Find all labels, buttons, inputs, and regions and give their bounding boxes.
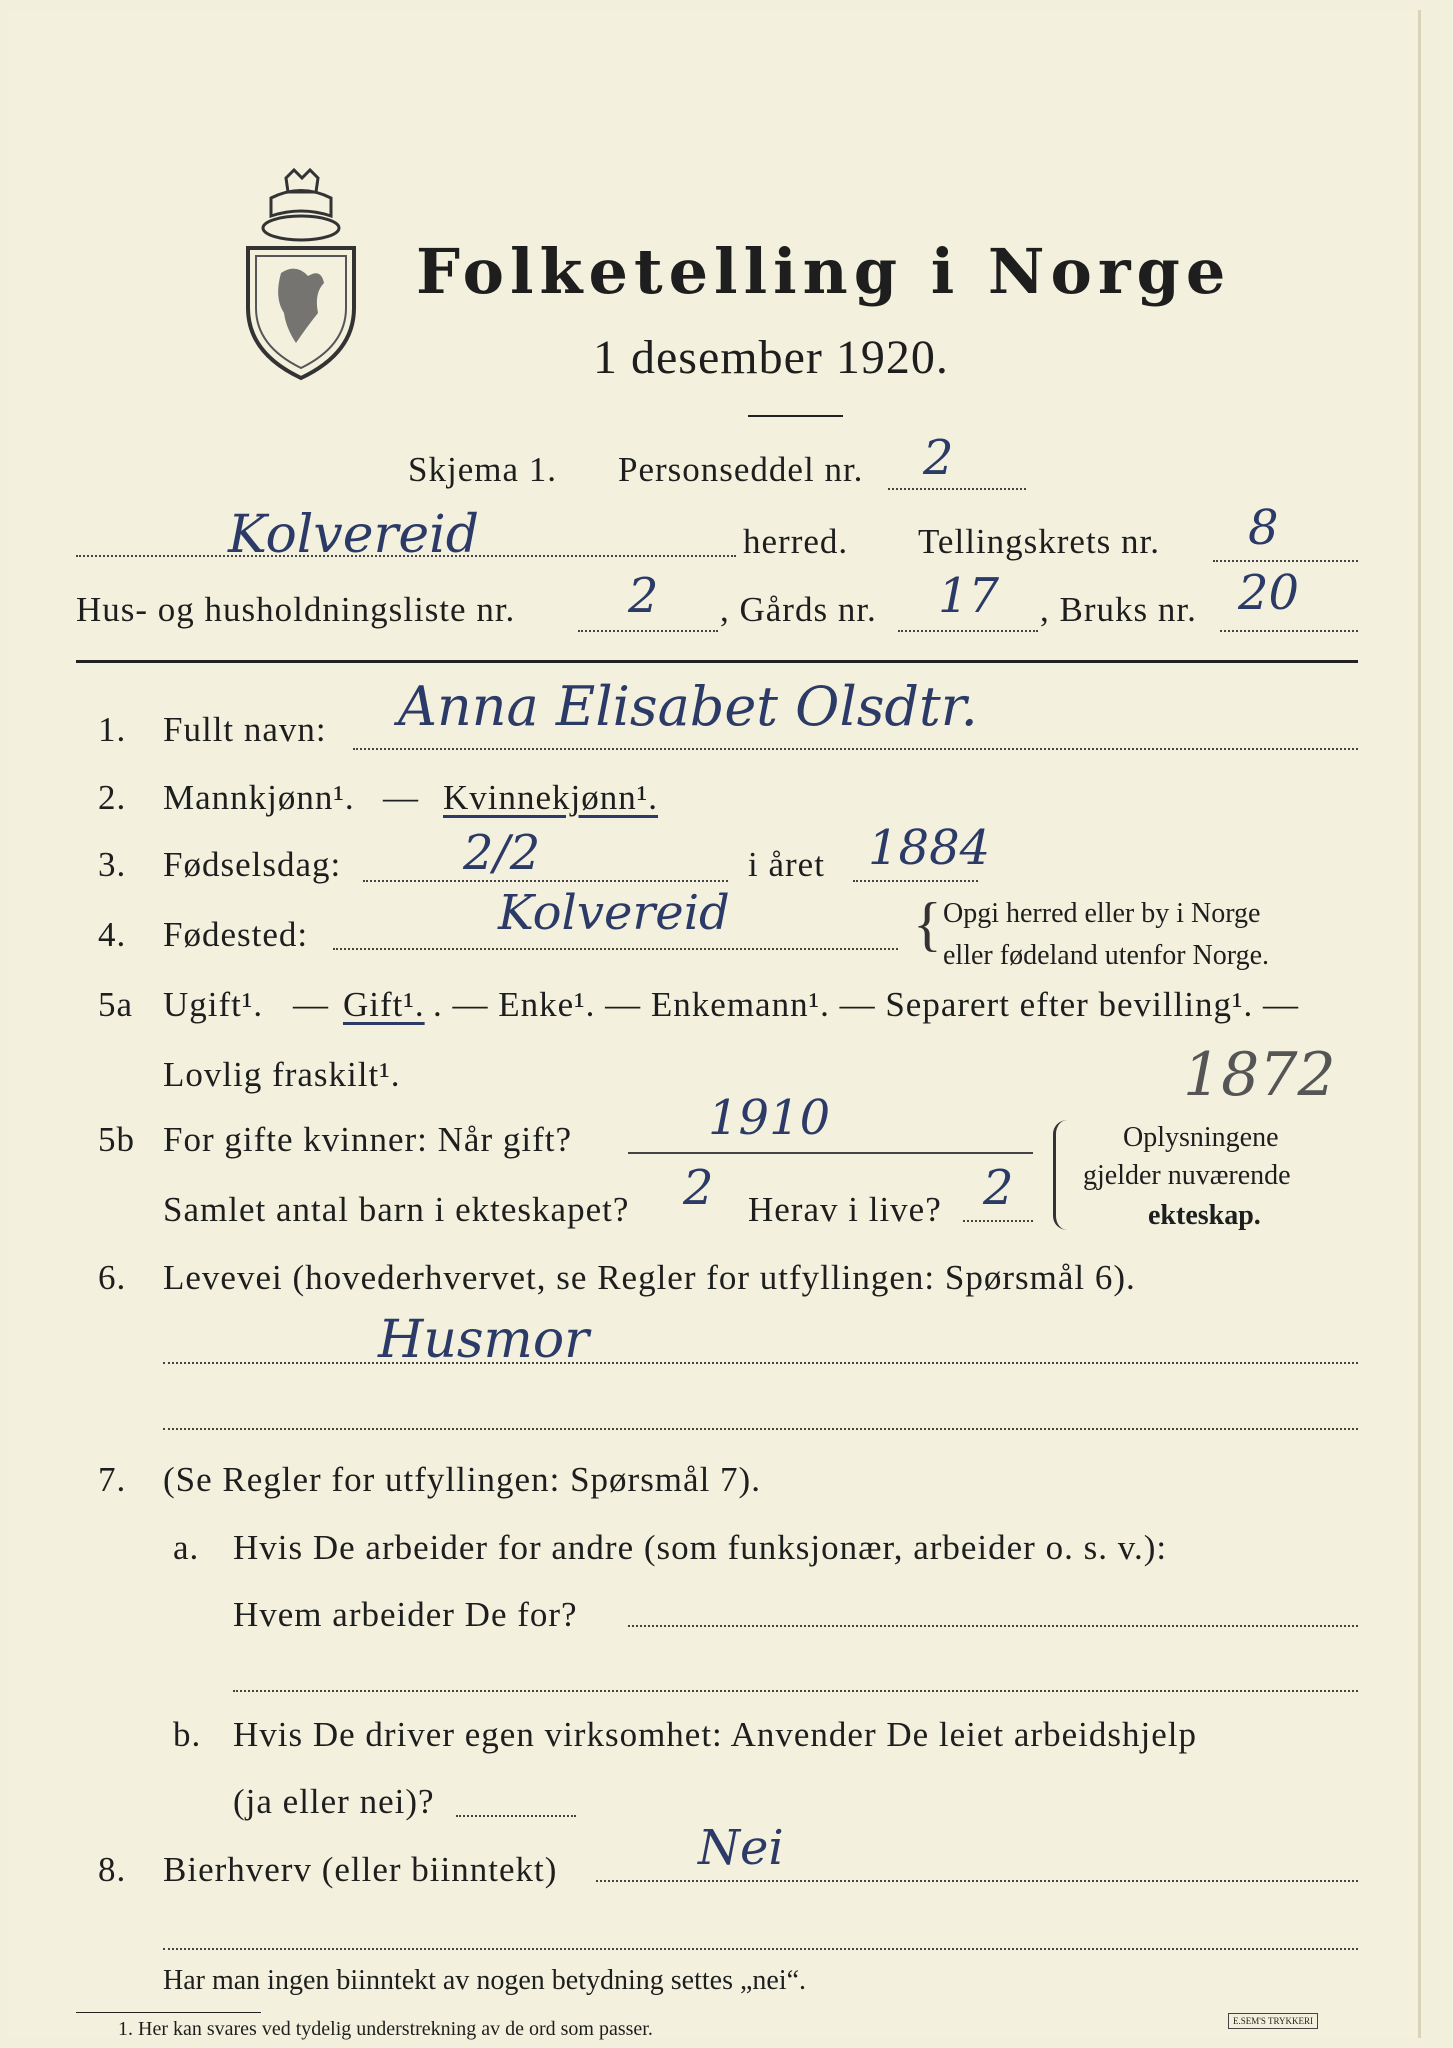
q7a-answer-line [628,1625,1358,1627]
q7a-line2: Hvem arbeider De for? [233,1595,578,1634]
q3-year-line [853,880,978,882]
q3-year-value: 1884 [868,820,991,876]
q2-number: 2. [98,778,127,817]
q7a-answer-line-2 [233,1690,1358,1692]
personseddel-value: 2 [923,430,954,486]
husliste-value: 2 [628,568,659,624]
q2-dash: — [383,778,419,817]
q5b-live-line [963,1220,1033,1222]
q8-value: Nei [698,1820,784,1876]
q8-number: 8. [98,1850,127,1889]
q8-label: Bierhverv (eller biinntekt) [163,1850,558,1889]
q2-male: Mannkjønn¹. [163,778,355,817]
footnote: 1. Her kan svares ved tydelig understrekning av de ord som passer. [118,2018,653,2040]
form-title: Folketelling i Norge [416,235,1232,308]
q5a-pencil-note: 1872 [1183,1040,1336,1110]
herred-label: herred. [743,522,849,561]
q6-label: Levevei (hovederhvervet, se Regler for utfyllingen: Spørsmål 6). [163,1258,1136,1297]
q6-number: 6. [98,1258,127,1297]
q4-value: Kolvereid [498,885,730,941]
q5b-barn-value: 2 [683,1160,714,1216]
tellingskrets-line [1213,560,1358,562]
bruks-label: , Bruks nr. [1040,590,1197,629]
q5b-note-3: ekteskap. [1148,1200,1261,1231]
q5a-line2: Lovlig fraskilt¹. [163,1055,401,1094]
q5b-value: 1910 [708,1090,831,1146]
q7-label: (Se Regler for utfyllingen: Spørsmål 7). [163,1460,761,1499]
husliste-label: Hus- og husholdningsliste nr. [76,590,516,629]
q6-line-1 [163,1362,1358,1364]
q3-label: Fødselsdag: [163,845,342,884]
coat-of-arms-icon [236,168,366,383]
q7a-letter: a. [173,1528,200,1567]
q4-line [333,948,898,950]
q3-number: 3. [98,845,127,884]
q4-note-brace: { [913,891,942,957]
herred-value: Kolvereid [228,505,480,565]
q7b-letter: b. [173,1715,202,1754]
census-form [8,10,1421,2038]
q5a-gift: Gift¹. [343,985,425,1024]
gards-value: 17 [938,568,1000,624]
q6-value: Husmor [378,1310,589,1370]
tellingskrets-label: Tellingskrets nr. [918,522,1161,561]
q5a-number: 5a [98,985,134,1024]
bruks-value: 20 [1238,565,1300,621]
q5b-note-1: Oplysningene [1123,1122,1279,1153]
q1-label: Fullt navn: [163,710,327,749]
q1-value: Anna Elisabet Olsdtr. [398,675,978,738]
q4-label: Fødested: [163,915,309,954]
q5a-dash-1: — [293,985,329,1024]
gards-label: , Gårds nr. [720,590,877,629]
q7b-line2: (ja eller nei)? [233,1782,435,1821]
q5b-barn-label: Samlet antal barn i ekteskapet? [163,1190,630,1229]
footer-note: Har man ingen biinntekt av nogen betydning settes „nei“. [163,1965,807,1996]
q5b-live-value: 2 [983,1160,1014,1216]
q7a-label: Hvis De arbeider for andre (som funksjonær, arbeider o. s. v.): [233,1528,1168,1567]
q7-number: 7. [98,1460,127,1499]
skjema-label: Skjema 1. [408,450,557,489]
q5a-options: . — Enke¹. — Enkemann¹. — Separert efter bevilling¹. — [433,985,1299,1024]
q5b-line [628,1152,1033,1154]
bruks-line [1220,630,1358,632]
q5b-note-bracket [1053,1120,1070,1230]
q1-number: 1. [98,710,127,749]
q4-note-1: Opgi herred eller by i Norge [943,898,1261,929]
q5b-live-label: Herav i live? [748,1190,942,1229]
personseddel-line [888,488,1026,490]
title-divider [748,415,843,417]
q4-note-2: eller fødeland utenfor Norge. [943,940,1270,971]
q3-line [363,880,728,882]
husliste-line [578,630,718,632]
gards-line [898,630,1038,632]
q7b-answer-line [456,1815,576,1817]
census-date: 1 desember 1920. [593,331,949,384]
q3-year-label: i året [748,845,825,884]
q3-value: 2/2 [463,825,541,881]
footnote-rule [76,2012,261,2013]
q5a-ugift: Ugift¹. [163,985,264,1024]
q4-number: 4. [98,915,127,954]
q8-line-2 [163,1948,1358,1950]
printer-mark: E.SEM'S TRYKKERI [1228,2013,1318,2029]
q5b-label: For gifte kvinner: Når gift? [163,1120,573,1159]
q2-female: Kvinnekjønn¹. [443,778,659,817]
q7b-label: Hvis De driver egen virksomhet: Anvender De leiet arbeidshjelp [233,1715,1197,1754]
header-divider [76,660,1358,663]
tellingskrets-value: 8 [1248,500,1279,556]
q5b-note-2: gjelder nuværende [1083,1160,1291,1191]
q5b-number: 5b [98,1120,135,1159]
q1-line [353,748,1358,750]
personseddel-label: Personseddel nr. [618,450,864,489]
q8-line [596,1880,1358,1882]
q6-line-2 [163,1428,1358,1430]
